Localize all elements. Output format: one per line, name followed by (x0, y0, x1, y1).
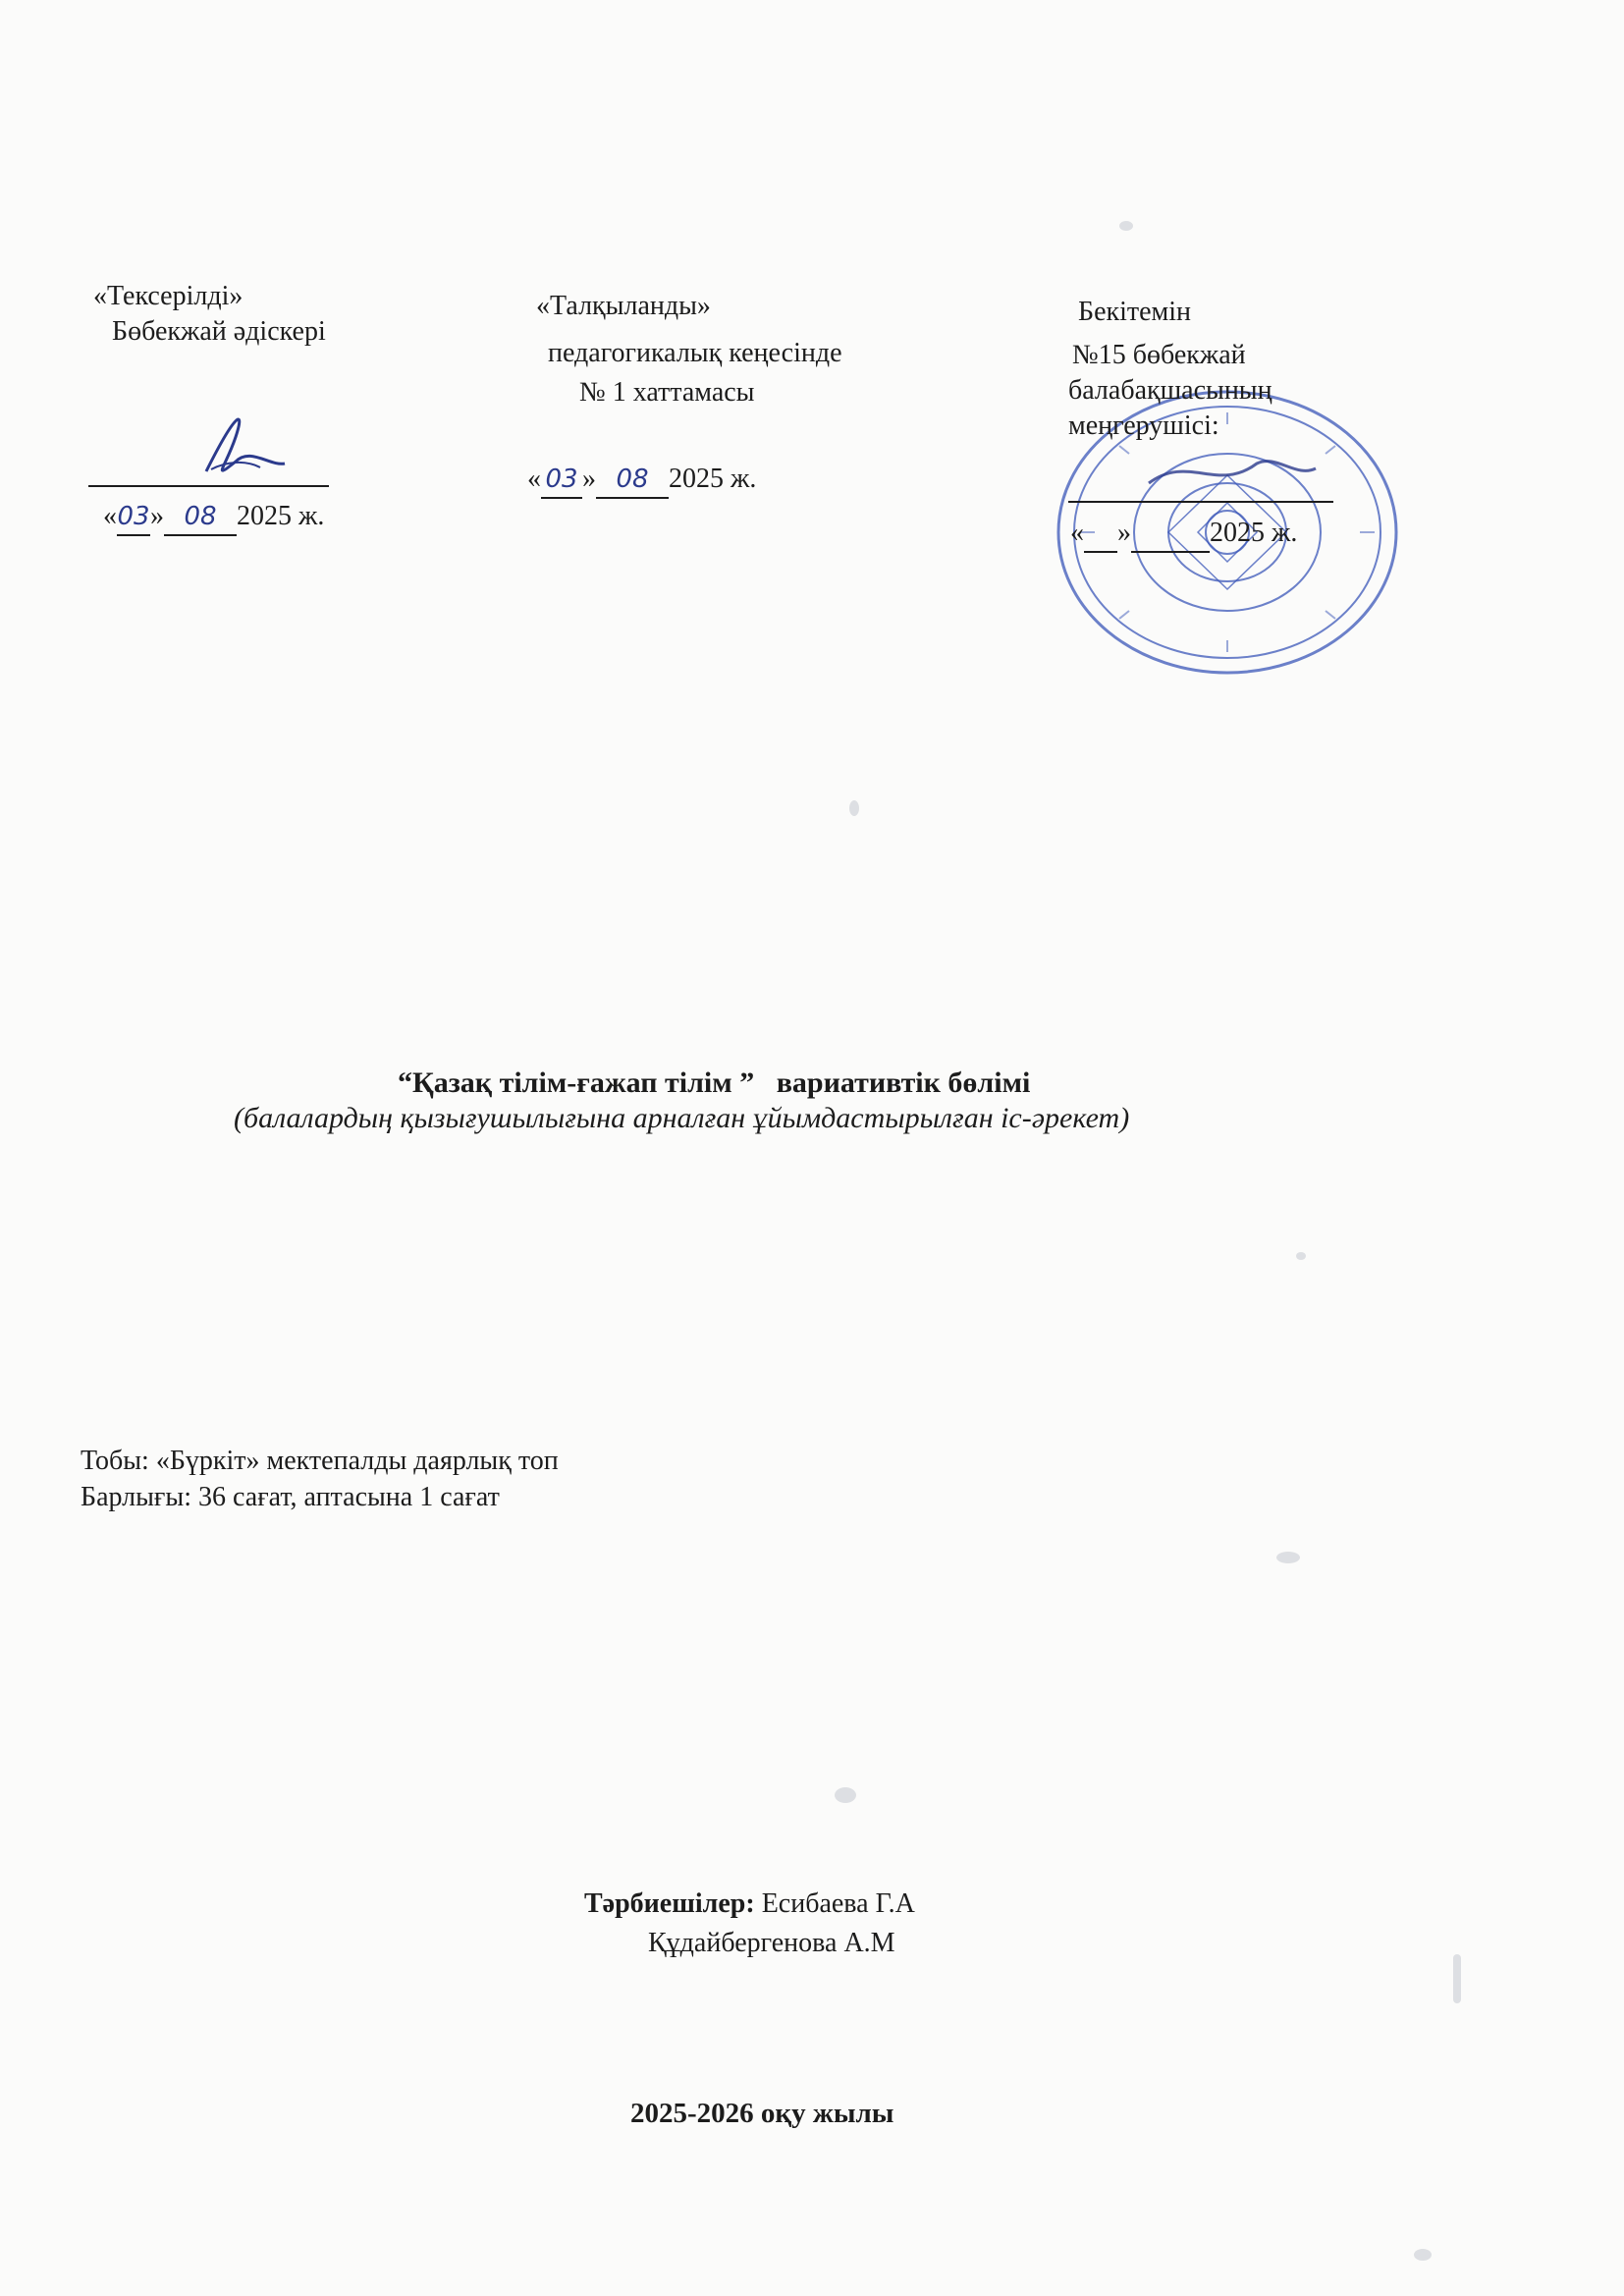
middle-date-mid: » (582, 464, 596, 494)
teacher-name-2: Құдайбергенова А.М (648, 1928, 895, 1958)
scan-speck (835, 1787, 856, 1803)
left-date-year: 2025 ж. (237, 501, 325, 531)
scan-speck (1276, 1552, 1300, 1563)
approve-title: Бекітемін (1078, 297, 1192, 327)
left-date (103, 499, 324, 536)
middle-date (527, 462, 756, 499)
academic-year: 2025-2026 оқу жылы (630, 2098, 894, 2129)
right-signature-line (1068, 501, 1333, 503)
group-line: Тобы: «Бүркіт» мектепалды даярлық топ (81, 1446, 559, 1476)
kindergarten-line-2: балабақшасының (1068, 375, 1272, 406)
right-date-year: 2025 ж. (1210, 518, 1298, 548)
middle-date-month: 08 (596, 462, 669, 499)
scan-speck (1119, 221, 1133, 231)
left-date-month: 08 (164, 499, 237, 536)
checked-title: «Тексерілді» (93, 281, 244, 311)
scan-speck (849, 800, 859, 816)
teachers-line (584, 1886, 915, 1922)
middle-date-day: 03 (541, 462, 582, 499)
teachers-label: Тәрбиешілер: (584, 1888, 755, 1919)
checker-role: Бөбекжай әдіскері (112, 316, 326, 347)
right-date-open: « (1070, 518, 1084, 548)
left-date-open: « (103, 501, 117, 531)
left-signature (88, 393, 344, 501)
program-title-tail: вариативтік бөлімі (776, 1066, 1031, 1099)
left-date-mid: » (150, 501, 164, 531)
program-subtitle: (балалардың қызығушылығына арналған ұйымдастырылған іс-әрекет) (234, 1102, 1130, 1134)
right-date-day-blank (1084, 516, 1117, 553)
middle-date-open: « (527, 464, 541, 494)
scan-speck (1296, 1252, 1306, 1260)
council-line: педагогикалық кеңесінде (548, 338, 842, 368)
discussed-title: «Талқыланды» (536, 291, 711, 321)
program-title-quoted: “Қазақ тілім-ғажап тілім ” (398, 1066, 755, 1099)
program-title (398, 1066, 1030, 1100)
right-date (1070, 516, 1297, 553)
middle-date-year: 2025 ж. (669, 464, 757, 494)
teacher-name-1: Есибаева Г.А (761, 1888, 915, 1919)
kindergarten-line: №15 бөбекжай (1072, 340, 1246, 370)
protocol-line: № 1 хаттамасы (579, 377, 755, 408)
scan-speck (1414, 2249, 1432, 2261)
scan-speck (1453, 1954, 1461, 2003)
right-date-mid: » (1117, 518, 1131, 548)
total-hours-line: Барлығы: 36 сағат, аптасына 1 сағат (81, 1482, 500, 1512)
head-role: меңгерушісі: (1068, 410, 1219, 441)
right-date-month-blank (1131, 516, 1210, 553)
left-date-day: 03 (117, 499, 150, 536)
